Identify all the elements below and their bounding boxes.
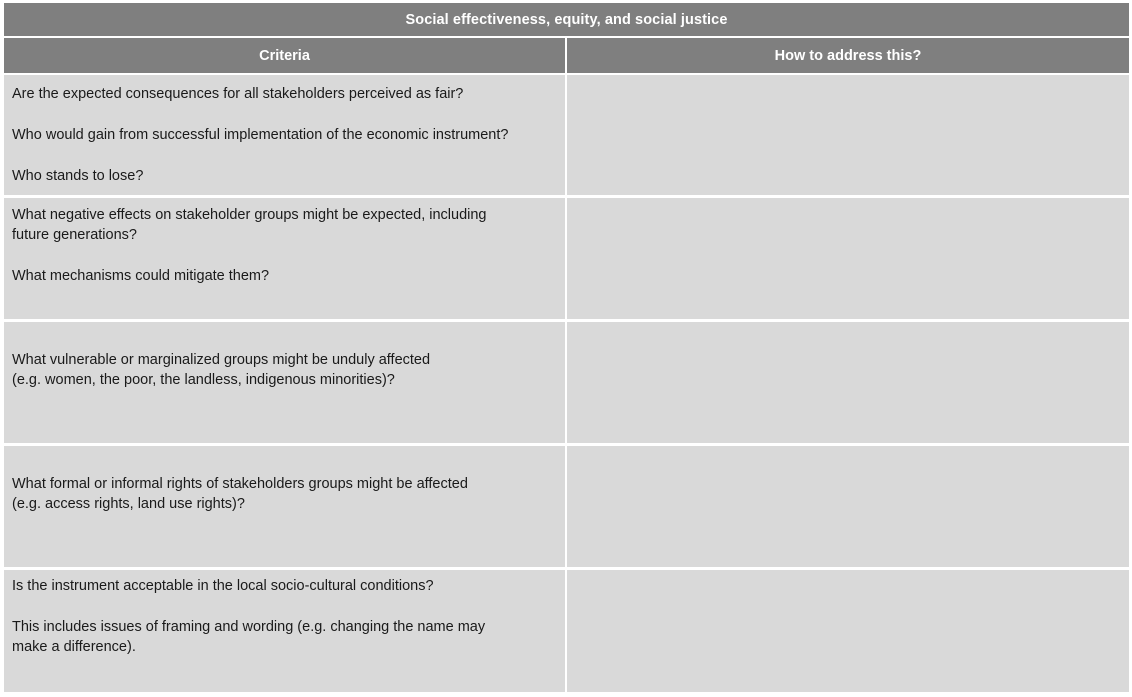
criteria-question: What vulnerable or marginalized groups might be unduly affected (e.g. women, the poor, the landless, indigenous minorities)? (12, 352, 431, 388)
answer-cell-3[interactable] (567, 322, 1129, 443)
criteria-question: What negative effects on stakeholder groups might be expected, including future generations? (12, 207, 487, 243)
criteria-question: Who stands to lose? (12, 168, 144, 184)
criteria-question: What mechanisms could mitigate them? (12, 268, 270, 284)
criteria-question: Is the instrument acceptable in the local socio-cultural conditions? (12, 578, 434, 594)
criteria-cell-1 (4, 75, 565, 195)
header-how-to-address: How to address this? (567, 38, 1129, 73)
answer-cell-1[interactable] (567, 75, 1129, 195)
criteria-question: This includes issues of framing and wording (e.g. changing the name may make a difference). (12, 619, 486, 655)
criteria-question: Who would gain from successful implementation of the economic instrument? (12, 127, 509, 143)
header-criteria: Criteria (4, 38, 565, 73)
criteria-cell-2 (4, 198, 565, 319)
criteria-table (4, 3, 1129, 695)
answer-cell-4[interactable] (567, 446, 1129, 567)
criteria-cell-5 (4, 570, 565, 692)
criteria-cell-4 (4, 446, 565, 567)
criteria-cell-3 (4, 322, 565, 443)
criteria-question: What formal or informal rights of stakeholders groups might be affected (e.g. access rights, land use rights)? (12, 476, 468, 512)
table-title: Social effectiveness, equity, and social justice (4, 3, 1129, 36)
criteria-question: Are the expected consequences for all stakeholders perceived as fair? (12, 86, 464, 102)
answer-cell-5[interactable] (567, 570, 1129, 692)
answer-cell-2[interactable] (567, 198, 1129, 319)
